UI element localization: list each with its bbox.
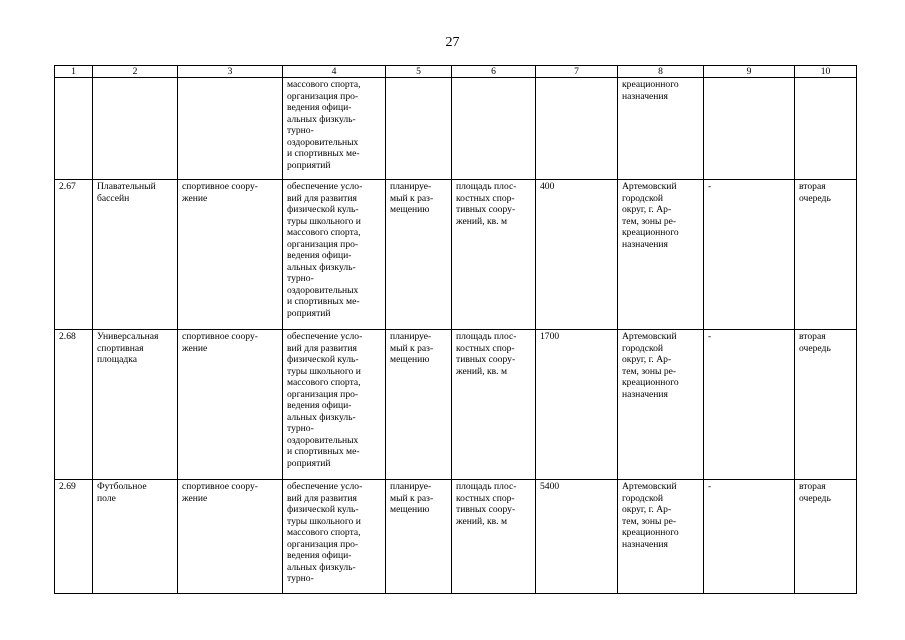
table-cell — [178, 78, 283, 180]
table-cell: вторая очередь — [795, 480, 857, 594]
table-cell: Плавательный бассейн — [93, 180, 178, 330]
table-cell: 1700 — [536, 330, 618, 480]
table-cell: - — [704, 180, 795, 330]
table-cell: Универсальная спортивная площадка — [93, 330, 178, 480]
column-header-6: 6 — [452, 66, 536, 78]
column-header-10: 10 — [795, 66, 857, 78]
table-cell: массового спорта, организация про- ведения офици- альных физкуль- турно- оздоровительных и спортивных ме- роприятий — [283, 78, 386, 180]
table-row-2-68 — [55, 330, 857, 480]
table-cell: 5400 — [536, 480, 618, 594]
table-cell — [795, 78, 857, 180]
column-header-9: 9 — [704, 66, 795, 78]
table-cell: планируе- мый к раз- мещению — [386, 180, 452, 330]
table-cell: 2.67 — [55, 180, 93, 330]
table-cell: 400 — [536, 180, 618, 330]
table-cell — [536, 78, 618, 180]
table-cell: спортивное соору- жение — [178, 480, 283, 594]
table-cell: 2.68 — [55, 330, 93, 480]
column-header-3: 3 — [178, 66, 283, 78]
table-cell: площадь плос- костных спор- тивных соору- жений, кв. м — [452, 180, 536, 330]
table-header-row — [55, 66, 857, 78]
table-cell: 2.69 — [55, 480, 93, 594]
page-number: 27 — [445, 35, 460, 50]
table-cell — [93, 78, 178, 180]
table-cell: спортивное соору- жение — [178, 330, 283, 480]
table-row-2-69 — [55, 480, 857, 594]
table-row-continuation — [55, 78, 857, 180]
table-cell: Футбольное поле — [93, 480, 178, 594]
column-header-8: 8 — [618, 66, 704, 78]
table-cell: площадь плос- костных спор- тивных соору- жений, кв. м — [452, 330, 536, 480]
table-cell: - — [704, 330, 795, 480]
table-cell: обеспечение усло- вий для развития физической куль- туры школьного и массового спорта, организация про- ведения офици- альных физкуль- турно- оздоровительных и спортивных ме- роприятий — [283, 180, 386, 330]
table-cell: Артемовский городской округ, г. Ар- тем, зоны ре- креационного назначения — [618, 180, 704, 330]
table-cell: обеспечение усло- вий для развития физической куль- туры школьного и массового спорта, организация про- ведения офици- альных физкуль- турно- — [283, 480, 386, 594]
document-table — [54, 65, 857, 594]
table-cell: планируе- мый к раз- мещению — [386, 330, 452, 480]
table-row-2-67 — [55, 180, 857, 330]
column-header-2: 2 — [93, 66, 178, 78]
table-cell: Артемовский городской округ, г. Ар- тем, зоны ре- креационного назначения — [618, 330, 704, 480]
table-cell — [55, 78, 93, 180]
table-cell: вторая очередь — [795, 330, 857, 480]
table-cell: Артемовский городской округ, г. Ар- тем, зоны ре- креационного назначения — [618, 480, 704, 594]
table-cell — [452, 78, 536, 180]
table-cell: площадь плос- костных спор- тивных соору- жений, кв. м — [452, 480, 536, 594]
column-header-4: 4 — [283, 66, 386, 78]
table-cell — [704, 78, 795, 180]
column-header-1: 1 — [55, 66, 93, 78]
column-header-5: 5 — [386, 66, 452, 78]
table-cell: спортивное соору- жение — [178, 180, 283, 330]
table-cell: планируе- мый к раз- мещению — [386, 480, 452, 594]
table-cell: креационного назначения — [618, 78, 704, 180]
table-cell: обеспечение усло- вий для развития физической куль- туры школьного и массового спорта, организация про- ведения офици- альных физкуль- турно- оздоровительных и спортивных ме- роприятий — [283, 330, 386, 480]
table-cell: - — [704, 480, 795, 594]
column-header-7: 7 — [536, 66, 618, 78]
table-cell — [386, 78, 452, 180]
table-cell: вторая очередь — [795, 180, 857, 330]
document-table-container — [54, 65, 857, 594]
